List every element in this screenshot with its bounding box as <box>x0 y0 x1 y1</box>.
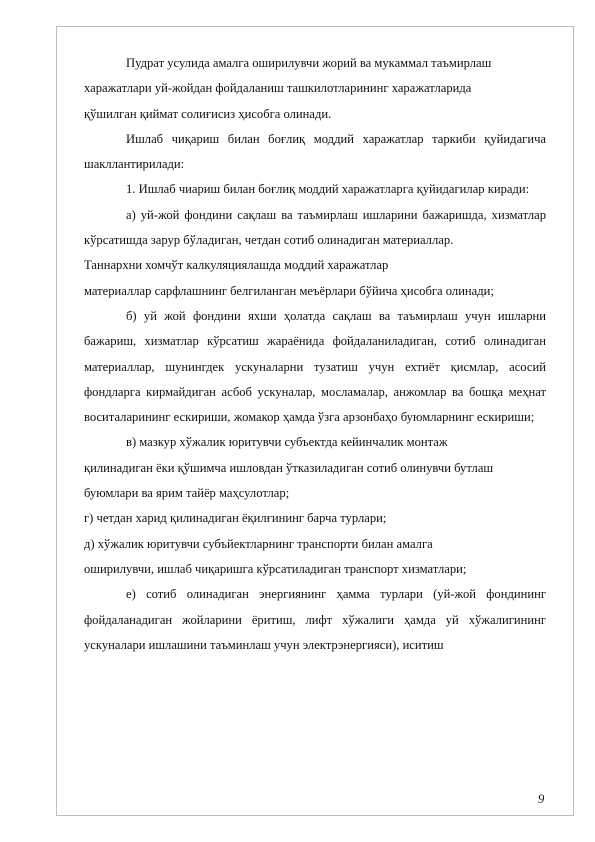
text-line: Пудрат усулида амалга оширилувчи жорий ва мукаммал таъмирлаш <box>126 56 492 70</box>
paragraph: б) уй жой фондини яхши ҳолатда сақлаш ва таъмирлаш учун ишларни бажариш, хизматлар кўрсатиш жараёнида фойдаланиладиган, сотиб олинадиган материаллар, шунингдек ускуналарни тузатиш учун ехтиёт қисмлар, асосий фондларга кирмайдиган асбоб ускуналар, мосламалар, анжомлар ва бошқа меҳнат воситаларининг ескириши, жомакор ҳамда ўзга арзонбаҳо буюмларнинг ескириши; <box>84 308 546 425</box>
paragraph: а) уй-жой фондини сақлаш ва таъмирлаш ишларини бажаришда, хизматлар кўрсатишда зарур бўладиган, четдан сотиб олинадиган материаллар. <box>84 207 546 248</box>
paragraph: е) сотиб олинадиган энергиянинг ҳамма турлари (уй-жой фондининг фойдаланадиган жойларини ёритиш, лифт хўжалиги ҳамда уй хўжалигининг ускуналари ишлашини таъминлаш учун электрэнергияси), иситиш <box>84 587 546 652</box>
text-line: оширилувчи, ишлаб чиқаришга кўрсатиладиган транспорт хизматлари; <box>84 561 467 576</box>
paragraph: 1. Ишлаб чиариш билан боғлиқ моддий харажатларга қуйидагилар киради: <box>126 182 530 197</box>
text-line: д) хўжалик юритувчи субъйектларнинг транспорти билан амалга <box>84 536 433 551</box>
text-line: г) четдан харид қилинадиган ёқилғининг барча турлари; <box>84 511 387 526</box>
document-body <box>84 51 546 658</box>
line-group <box>84 51 546 127</box>
text-line: қўшилган қиймат солиғисиз ҳисобга олинади. <box>84 106 332 121</box>
page-number: 9 <box>538 792 545 806</box>
text-line: в) мазкур хўжалик юритувчи субъектда кейинчалик монтаж <box>126 435 448 450</box>
text-line: Таннархни хомчўт калкуляциялашда моддий харажатлар <box>84 258 389 273</box>
text-line: қилинадиган ёки қўшимча ишловдан ўтказиладиган сотиб олинувчи бутлаш <box>84 460 494 475</box>
line-group <box>84 430 546 582</box>
line-group <box>84 253 546 304</box>
text-line: буюмлари ва ярим тайёр маҳсулотлар; <box>84 486 290 501</box>
paragraph: Ишлаб чиқариш билан боғлиқ моддий харажатлар таркиби қуйидагича шакллантирилади: <box>84 131 546 172</box>
text-line: харажатлари уй-жойдан фойдаланиш ташкилотларининг харажатларида <box>84 81 472 96</box>
text-line: материаллар сарфлашнинг белгиланган меъёрлари бўйича ҳисобга олинади; <box>84 283 494 298</box>
